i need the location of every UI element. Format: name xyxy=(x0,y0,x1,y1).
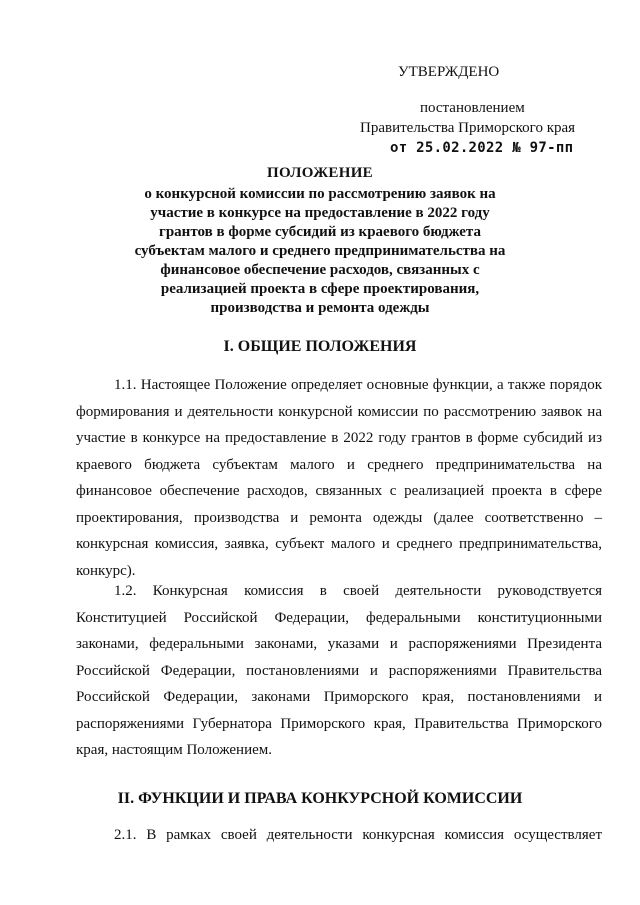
approval-heading: УТВЕРЖДЕНО xyxy=(398,64,500,80)
approval-line-1: постановлением xyxy=(420,100,525,116)
paragraph-2-1 xyxy=(76,822,602,849)
title-subtitle-line: реализацией проекта в сфере проектирования, xyxy=(160,281,480,297)
title-subtitle-line: производства и ремонта одежды xyxy=(210,300,430,316)
approval-block xyxy=(360,62,590,138)
paragraph-1-2 xyxy=(76,578,602,764)
paragraph-1-1 xyxy=(76,372,602,584)
title-subtitle-line: субъектам малого и среднего предпринимательства на xyxy=(134,243,506,259)
section-heading-functions: II. ФУНКЦИИ И ПРАВА КОНКУРСНОЙ КОМИССИИ xyxy=(117,790,523,807)
decree-number: от 25.02.2022 № 97-пп xyxy=(390,140,574,156)
title-main: ПОЛОЖЕНИЕ xyxy=(267,165,373,181)
section-heading-general: I. ОБЩИЕ ПОЛОЖЕНИЯ xyxy=(223,338,417,355)
paragraph-text: 1.2. Конкурсная комиссия в своей деятельности руководствуется Конституцией Российской Федерации, федеральными конституционными законами, федеральными законами, указами и распоряжениями Президента Российской Федерации, постановлениями и распоряжениями Правительства Российской Федерации, законами Приморского края, постановлениями и распоряжениями Губернатора Приморского края, Правительства Приморского края, настоящим Положением. xyxy=(76,583,602,758)
document-title xyxy=(120,164,520,318)
title-subtitle-line: грантов в форме субсидий из краевого бюджета xyxy=(159,224,481,240)
title-subtitle-line: финансовое обеспечение расходов, связанных с xyxy=(160,262,480,278)
paragraph-text: 2.1. В рамках своей деятельности конкурсная комиссия осуществляет xyxy=(114,827,602,843)
approval-line-2: Правительства Приморского края xyxy=(360,120,576,136)
title-subtitle-line: о конкурсной комиссии по рассмотрению заявок на xyxy=(144,186,496,202)
paragraph-text: 1.1. Настоящее Положение определяет основные функции, а также порядок формирования и деятельности конкурсной комиссии по рассмотрению заявок на участие в конкурсе на предоставление в 2022 году грантов в форме субсидий из краевого бюджета субъектам малого и среднего предпринимательства на финансовое обеспечение расходов, связанных с реализацией проекта в сфере проектирования, производства и ремонта одежды (далее соответственно – конкурсная комиссия, заявка, субъект малого и среднего предпринимательства, конкурс). xyxy=(76,377,602,579)
title-subtitle-line: участие в конкурсе на предоставление в 2022 году xyxy=(150,205,490,221)
